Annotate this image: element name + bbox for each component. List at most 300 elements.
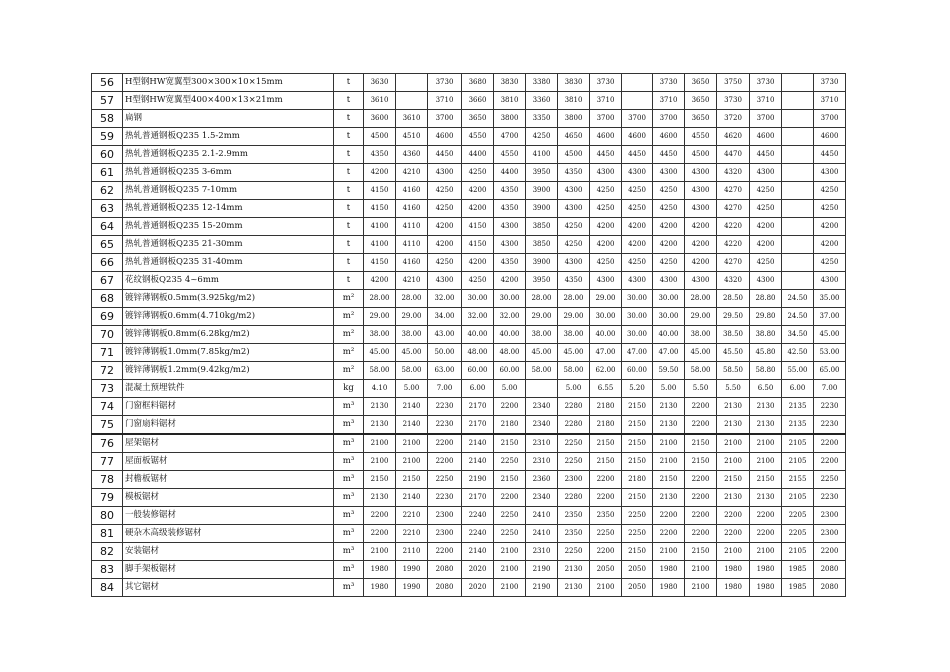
price-cell: 2130: [750, 398, 782, 416]
price-cell: 28.00: [364, 290, 396, 308]
price-cell: 4270: [717, 254, 750, 272]
price-cell: 4500: [558, 146, 590, 164]
unit-cell: m³: [334, 471, 364, 489]
price-cell: 4200: [653, 236, 685, 254]
price-cell: 2200: [685, 398, 717, 416]
unit-cell: t: [334, 218, 364, 236]
price-cell: 4200: [364, 164, 396, 182]
price-cell: 4500: [685, 146, 717, 164]
price-cell: 4510: [396, 128, 428, 146]
price-cell: 5.00: [558, 380, 590, 398]
price-cell: 2150: [622, 489, 653, 507]
price-cell: 40.00: [590, 326, 622, 344]
price-cell: 2280: [558, 398, 590, 416]
price-cell: 2150: [364, 471, 396, 489]
price-cell: 29.80: [750, 308, 782, 326]
price-cell: 2200: [685, 471, 717, 489]
row-number-cell: 82: [92, 543, 123, 561]
price-cell: 29.00: [590, 290, 622, 308]
price-cell: 2150: [494, 471, 526, 489]
price-cell: 2100: [364, 453, 396, 471]
price-cell: 2135: [782, 416, 814, 435]
price-cell: 29.00: [526, 308, 558, 326]
price-cell: 2130: [364, 416, 396, 435]
price-cell: [782, 254, 814, 272]
table-row: [92, 164, 846, 182]
unit-cell: m³: [334, 543, 364, 561]
price-cell: 2150: [622, 453, 653, 471]
row-number-cell: 83: [92, 561, 123, 579]
price-cell: 4200: [685, 236, 717, 254]
price-cell: 30.00: [590, 308, 622, 326]
material-name-cell: 热轧普通钢板Q235 3-6mm: [123, 164, 334, 182]
price-cell: 35.00: [814, 290, 846, 308]
price-cell: 4100: [364, 236, 396, 254]
price-cell: 4300: [653, 164, 685, 182]
price-cell: 4500: [364, 128, 396, 146]
price-cell: 4300: [653, 272, 685, 290]
price-cell: 4150: [364, 254, 396, 272]
price-cell: 2230: [814, 398, 846, 416]
price-cell: 2130: [750, 416, 782, 435]
price-cell: 3950: [526, 164, 558, 182]
table-row: [92, 182, 846, 200]
price-cell: 3800: [558, 110, 590, 128]
price-cell: 5.50: [685, 380, 717, 398]
price-cell: 4250: [462, 272, 494, 290]
price-cell: 2190: [462, 471, 494, 489]
table-row: [92, 579, 846, 597]
price-cell: 2150: [685, 543, 717, 561]
material-name-cell: 镀锌薄钢板0.6mm(4.710kg/m2): [123, 308, 334, 326]
price-cell: 4600: [428, 128, 462, 146]
price-cell: 29.50: [717, 308, 750, 326]
unit-cell: t: [334, 254, 364, 272]
price-cell: 2105: [782, 543, 814, 561]
row-number-cell: 66: [92, 254, 123, 272]
price-cell: 4160: [396, 200, 428, 218]
price-cell: 47.00: [622, 344, 653, 362]
price-cell: 37.00: [814, 308, 846, 326]
price-cell: 3950: [526, 272, 558, 290]
price-cell: 4250: [526, 128, 558, 146]
price-cell: 2205: [782, 525, 814, 543]
price-cell: 2200: [364, 507, 396, 525]
price-cell: 4450: [622, 146, 653, 164]
price-cell: [526, 380, 558, 398]
price-cell: 2300: [428, 507, 462, 525]
price-cell: 4300: [558, 254, 590, 272]
price-cell: 2100: [750, 453, 782, 471]
price-cell: 2150: [396, 471, 428, 489]
price-cell: 2310: [526, 543, 558, 561]
unit-cell: m³: [334, 489, 364, 507]
material-name-cell: H型钢HW宽翼型400×400×13×21mm: [123, 92, 334, 110]
price-cell: 4300: [750, 164, 782, 182]
price-cell: [782, 218, 814, 236]
price-cell: 3810: [558, 92, 590, 110]
price-cell: 4200: [622, 236, 653, 254]
price-cell: 3750: [717, 74, 750, 92]
price-cell: 3730: [653, 74, 685, 92]
table-row: [92, 74, 846, 92]
price-cell: 2200: [750, 507, 782, 525]
price-cell: 28.00: [685, 290, 717, 308]
price-cell: 4450: [750, 146, 782, 164]
price-cell: 3810: [494, 92, 526, 110]
material-name-cell: 屋面板锯材: [123, 453, 334, 471]
price-cell: 2200: [814, 434, 846, 453]
unit-cell: t: [334, 272, 364, 290]
row-number-cell: 79: [92, 489, 123, 507]
price-cell: 4350: [494, 200, 526, 218]
price-cell: 4210: [396, 164, 428, 182]
price-cell: [396, 92, 428, 110]
price-cell: 2200: [685, 525, 717, 543]
price-cell: 4200: [462, 200, 494, 218]
price-cell: 45.00: [685, 344, 717, 362]
price-cell: 4300: [814, 272, 846, 290]
price-cell: 4250: [622, 200, 653, 218]
price-cell: 6.00: [462, 380, 494, 398]
row-number-cell: 77: [92, 453, 123, 471]
material-name-cell: 硬杂木高级装修锯材: [123, 525, 334, 543]
material-name-cell: 热轧普通钢板Q235 21-30mm: [123, 236, 334, 254]
row-number-cell: 80: [92, 507, 123, 525]
price-cell: 45.50: [717, 344, 750, 362]
price-cell: [782, 272, 814, 290]
price-cell: 40.00: [462, 326, 494, 344]
price-cell: 2210: [396, 525, 428, 543]
unit-cell: t: [334, 146, 364, 164]
price-cell: 4450: [814, 146, 846, 164]
price-cell: 2150: [590, 434, 622, 453]
price-cell: 3730: [428, 74, 462, 92]
price-cell: 4100: [364, 218, 396, 236]
material-name-cell: 热轧普通钢板Q235 1.5-2mm: [123, 128, 334, 146]
price-cell: 4200: [590, 218, 622, 236]
price-cell: 4200: [428, 218, 462, 236]
material-name-cell: 热轧普通钢板Q235 12-14mm: [123, 200, 334, 218]
price-cell: 45.00: [558, 344, 590, 362]
price-cell: 48.00: [462, 344, 494, 362]
price-cell: 2130: [717, 416, 750, 435]
price-cell: 2310: [526, 453, 558, 471]
price-cell: 58.50: [717, 362, 750, 380]
price-cell: 2140: [396, 416, 428, 435]
price-cell: 2100: [590, 579, 622, 597]
unit-cell: t: [334, 236, 364, 254]
unit-cell: t: [334, 92, 364, 110]
price-cell: 4220: [717, 218, 750, 236]
price-cell: 2100: [494, 543, 526, 561]
price-cell: 3630: [364, 74, 396, 92]
price-cell: 2230: [428, 398, 462, 416]
row-number-cell: 68: [92, 290, 123, 308]
price-cell: 4250: [462, 164, 494, 182]
price-cell: 2100: [653, 434, 685, 453]
price-cell: 6.00: [782, 380, 814, 398]
row-number-cell: 74: [92, 398, 123, 416]
price-cell: 3730: [590, 74, 622, 92]
price-cell: 3720: [717, 110, 750, 128]
price-cell: 2250: [622, 525, 653, 543]
price-cell: 34.50: [782, 326, 814, 344]
price-cell: 4450: [590, 146, 622, 164]
price-cell: 4200: [750, 218, 782, 236]
row-number-cell: 78: [92, 471, 123, 489]
price-cell: 48.00: [494, 344, 526, 362]
price-cell: 63.00: [428, 362, 462, 380]
price-cell: 4300: [494, 236, 526, 254]
price-cell: 45.00: [526, 344, 558, 362]
table-row: [92, 308, 846, 326]
price-cell: 2200: [750, 525, 782, 543]
price-cell: 2150: [653, 471, 685, 489]
price-cell: 2170: [462, 416, 494, 435]
price-cell: 4250: [558, 236, 590, 254]
price-cell: 45.80: [750, 344, 782, 362]
price-cell: 4200: [685, 254, 717, 272]
price-cell: 5.00: [653, 380, 685, 398]
price-cell: 2135: [782, 398, 814, 416]
material-name-cell: 门窗扇料锯材: [123, 416, 334, 435]
price-cell: 4200: [428, 236, 462, 254]
price-cell: 2140: [396, 398, 428, 416]
price-cell: 3650: [685, 110, 717, 128]
price-cell: 4300: [558, 182, 590, 200]
price-cell: 2050: [622, 579, 653, 597]
row-number-cell: 71: [92, 344, 123, 362]
price-cell: 40.00: [653, 326, 685, 344]
price-cell: 2100: [494, 561, 526, 579]
price-cell: 3850: [526, 218, 558, 236]
row-number-cell: 76: [92, 434, 123, 453]
price-cell: 28.80: [750, 290, 782, 308]
price-cell: 30.00: [462, 290, 494, 308]
price-cell: 58.80: [750, 362, 782, 380]
price-cell: 2250: [494, 507, 526, 525]
price-cell: 4300: [428, 272, 462, 290]
price-cell: 45.00: [396, 344, 428, 362]
price-cell: 4350: [558, 164, 590, 182]
row-number-cell: 60: [92, 146, 123, 164]
price-cell: 5.20: [622, 380, 653, 398]
price-cell: 2200: [685, 489, 717, 507]
price-cell: 4300: [622, 272, 653, 290]
price-cell: 29.00: [685, 308, 717, 326]
table-row: [92, 434, 846, 453]
price-cell: 3800: [494, 110, 526, 128]
price-cell: 58.00: [364, 362, 396, 380]
price-cell: 53.00: [814, 344, 846, 362]
price-cell: 2150: [622, 434, 653, 453]
price-cell: 2280: [558, 489, 590, 507]
price-cell: 4150: [364, 182, 396, 200]
price-cell: 4150: [364, 200, 396, 218]
price-cell: 2130: [558, 561, 590, 579]
unit-cell: t: [334, 74, 364, 92]
price-cell: 4300: [590, 164, 622, 182]
price-cell: 4200: [814, 218, 846, 236]
price-cell: 24.50: [782, 308, 814, 326]
price-cell: 30.00: [622, 290, 653, 308]
price-cell: 7.00: [428, 380, 462, 398]
table-row: [92, 290, 846, 308]
price-cell: 4220: [717, 236, 750, 254]
row-number-cell: 69: [92, 308, 123, 326]
price-cell: 1980: [750, 579, 782, 597]
price-cell: 2100: [717, 434, 750, 453]
price-cell: 2170: [462, 489, 494, 507]
unit-cell: t: [334, 164, 364, 182]
price-cell: 2100: [364, 543, 396, 561]
price-cell: [622, 74, 653, 92]
price-cell: 1980: [717, 579, 750, 597]
price-cell: 2020: [462, 561, 494, 579]
material-name-cell: 镀锌薄钢板0.8mm(6.28kg/m2): [123, 326, 334, 344]
price-cell: 4200: [750, 236, 782, 254]
price-cell: 1980: [717, 561, 750, 579]
table-row: [92, 218, 846, 236]
price-cell: 2410: [526, 507, 558, 525]
table-row: [92, 453, 846, 471]
material-name-cell: 花纹钢板Q235 4~6mm: [123, 272, 334, 290]
price-cell: 3700: [750, 110, 782, 128]
price-cell: 4300: [685, 182, 717, 200]
price-cell: 3680: [462, 74, 494, 92]
price-cell: 2080: [814, 561, 846, 579]
unit-cell: m²: [334, 290, 364, 308]
material-name-cell: 模板锯材: [123, 489, 334, 507]
price-cell: 2250: [494, 453, 526, 471]
price-cell: 2300: [814, 525, 846, 543]
price-cell: 4270: [717, 182, 750, 200]
price-cell: 4300: [590, 272, 622, 290]
price-cell: 4350: [364, 146, 396, 164]
price-cell: 30.00: [622, 308, 653, 326]
price-cell: 2410: [526, 525, 558, 543]
price-cell: 2240: [462, 507, 494, 525]
row-number-cell: 84: [92, 579, 123, 597]
price-cell: 2360: [526, 471, 558, 489]
price-cell: 2250: [428, 471, 462, 489]
unit-cell: m³: [334, 453, 364, 471]
price-cell: 2200: [590, 471, 622, 489]
price-cell: 4200: [590, 236, 622, 254]
price-cell: 2150: [622, 398, 653, 416]
material-name-cell: 镀锌薄钢板1.2mm(9.42kg/m2): [123, 362, 334, 380]
price-cell: 2200: [814, 543, 846, 561]
unit-cell: m³: [334, 507, 364, 525]
unit-cell: m³: [334, 434, 364, 453]
material-name-cell: 脚手架板锯材: [123, 561, 334, 579]
price-cell: 2050: [622, 561, 653, 579]
price-cell: 4160: [396, 254, 428, 272]
row-number-cell: 67: [92, 272, 123, 290]
price-cell: 2080: [428, 561, 462, 579]
price-cell: 2340: [526, 398, 558, 416]
table-row: [92, 398, 846, 416]
price-cell: 3360: [526, 92, 558, 110]
price-cell: 3600: [364, 110, 396, 128]
material-name-cell: 镀锌薄钢板0.5mm(3.925kg/m2): [123, 290, 334, 308]
price-cell: 55.00: [782, 362, 814, 380]
price-cell: 28.00: [526, 290, 558, 308]
material-name-cell: 门窗框料锯材: [123, 398, 334, 416]
price-cell: 3610: [396, 110, 428, 128]
price-cell: 2350: [558, 525, 590, 543]
price-cell: 2105: [782, 434, 814, 453]
price-cell: 2155: [782, 471, 814, 489]
material-name-cell: 热轧普通钢板Q235 2.1-2.9mm: [123, 146, 334, 164]
price-cell: 2140: [462, 434, 494, 453]
price-cell: 2200: [428, 434, 462, 453]
price-cell: 45.00: [364, 344, 396, 362]
price-cell: 1980: [364, 579, 396, 597]
price-cell: 42.50: [782, 344, 814, 362]
material-name-cell: 镀锌薄钢板1.0mm(7.85kg/m2): [123, 344, 334, 362]
price-cell: 3350: [526, 110, 558, 128]
price-cell: 3650: [685, 74, 717, 92]
table-row: [92, 416, 846, 435]
price-cell: 4200: [494, 272, 526, 290]
price-cell: 2350: [590, 507, 622, 525]
table-row: [92, 525, 846, 543]
price-cell: 4200: [685, 218, 717, 236]
price-cell: 3700: [590, 110, 622, 128]
price-cell: [782, 92, 814, 110]
price-cell: 2200: [494, 489, 526, 507]
price-cell: 4200: [814, 236, 846, 254]
price-cell: 60.00: [462, 362, 494, 380]
price-cell: 4250: [814, 182, 846, 200]
table-row: [92, 344, 846, 362]
price-cell: 4250: [750, 182, 782, 200]
price-cell: 2250: [590, 525, 622, 543]
price-cell: 2100: [494, 579, 526, 597]
price-cell: 4110: [396, 218, 428, 236]
price-cell: 3900: [526, 254, 558, 272]
row-number-cell: 59: [92, 128, 123, 146]
price-cell: 3700: [653, 110, 685, 128]
price-cell: 1980: [653, 579, 685, 597]
price-cell: 30.00: [653, 290, 685, 308]
price-cell: 4300: [428, 164, 462, 182]
table-row: [92, 110, 846, 128]
price-cell: 2200: [685, 416, 717, 435]
price-cell: 3710: [428, 92, 462, 110]
material-name-cell: 安装锯材: [123, 543, 334, 561]
row-number-cell: 61: [92, 164, 123, 182]
unit-cell: m²: [334, 344, 364, 362]
price-cell: 38.00: [364, 326, 396, 344]
price-cell: 43.00: [428, 326, 462, 344]
price-cell: 30.00: [653, 308, 685, 326]
price-cell: 4600: [814, 128, 846, 146]
price-cell: 3900: [526, 200, 558, 218]
price-cell: 34.00: [428, 308, 462, 326]
price-cell: 4150: [462, 218, 494, 236]
price-cell: 47.00: [590, 344, 622, 362]
table-row: [92, 561, 846, 579]
price-cell: 2210: [396, 507, 428, 525]
price-cell: 5.00: [396, 380, 428, 398]
price-cell: 24.50: [782, 290, 814, 308]
price-cell: 2140: [396, 489, 428, 507]
price-cell: 2250: [558, 434, 590, 453]
price-cell: 2020: [462, 579, 494, 597]
